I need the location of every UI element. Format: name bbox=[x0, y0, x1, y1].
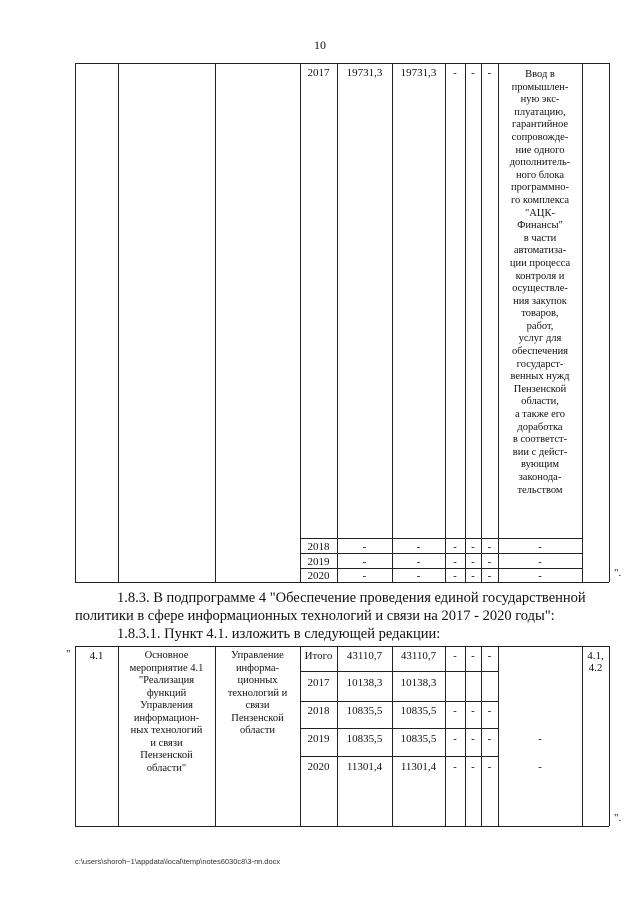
table1-border bbox=[465, 63, 466, 582]
result-cell: - bbox=[538, 556, 542, 568]
description-line: го комплекса bbox=[511, 194, 569, 206]
table1-border bbox=[337, 63, 338, 582]
table1-border bbox=[300, 553, 582, 554]
table1-border bbox=[300, 538, 582, 539]
year-cell: 2019 bbox=[307, 733, 330, 745]
description-line: программно- bbox=[511, 182, 569, 194]
value-cell: - bbox=[416, 570, 421, 582]
dash-cell: - bbox=[487, 556, 492, 568]
executor-line: информа- bbox=[235, 662, 280, 674]
dash-cell: - bbox=[471, 570, 475, 582]
indicator-reference-line: 4.1, bbox=[587, 650, 604, 662]
table1-border bbox=[582, 63, 583, 582]
description-line: осуществле- bbox=[512, 283, 568, 295]
paragraph-subprogram: 1.8.3. В подпрограмме 4 "Обеспечение проведения единой государственной bbox=[117, 590, 586, 606]
description-line: ции процесса bbox=[509, 257, 571, 269]
table1-border bbox=[75, 582, 609, 583]
description-line: ную экс- bbox=[520, 94, 560, 106]
value-cell: - bbox=[416, 556, 421, 568]
activity-name-line: Пензенской bbox=[140, 750, 193, 761]
description-line: вующим bbox=[520, 459, 560, 471]
description-line: в соответст- bbox=[512, 434, 568, 446]
activity-name-line: Основное bbox=[144, 650, 189, 661]
description-line: доработка bbox=[517, 421, 563, 433]
dash-cell: - bbox=[487, 705, 492, 717]
file-path-footer: c:\users\shoroh~1\appdata\local\temp\notes6030c8\3-пп.docx bbox=[75, 857, 281, 866]
description-line: в части bbox=[523, 232, 557, 244]
year-cell: 2018 bbox=[307, 541, 330, 553]
value-cell: 10835,5 bbox=[346, 733, 383, 745]
table1-border bbox=[75, 63, 609, 64]
executor-line: области bbox=[239, 725, 276, 736]
value-cell: 10835,5 bbox=[400, 733, 437, 745]
description-line: обеспечения bbox=[511, 346, 569, 358]
executor-line: ционных bbox=[237, 675, 278, 686]
description-line: венных нужд bbox=[510, 371, 570, 383]
result-cell: - bbox=[538, 733, 542, 745]
table1-border bbox=[300, 63, 301, 582]
dash-cell: - bbox=[471, 650, 475, 662]
description-line: Финансы" bbox=[517, 220, 563, 232]
indicator-reference-line: 4.2 bbox=[588, 662, 603, 674]
executor-line: Пензенской bbox=[231, 712, 284, 724]
dash-cell: - bbox=[471, 705, 475, 717]
dash-cell: - bbox=[453, 570, 457, 582]
table1-border bbox=[75, 63, 76, 582]
dash-cell: - bbox=[471, 761, 475, 773]
description-line: гарантийное bbox=[512, 119, 568, 131]
table1-border bbox=[300, 568, 582, 569]
value-cell: 19731,3 bbox=[400, 67, 437, 79]
dash-cell: - bbox=[453, 556, 457, 568]
result-cell: - bbox=[538, 541, 542, 553]
table2-border bbox=[75, 646, 609, 647]
value-cell: 10835,5 bbox=[400, 705, 437, 717]
table2-border bbox=[300, 701, 498, 702]
value-cell: - bbox=[362, 556, 367, 568]
dash-cell: - bbox=[471, 556, 475, 568]
description-line: промышлен- bbox=[511, 81, 569, 93]
description-line: сопровожде- bbox=[511, 131, 569, 143]
executor-line: связи bbox=[245, 700, 270, 711]
description-line: ного блока bbox=[516, 169, 564, 181]
dash-cell: - bbox=[487, 650, 492, 662]
table1-border bbox=[481, 63, 482, 582]
description-line: Пензенской bbox=[513, 383, 567, 395]
value-cell: - bbox=[416, 541, 421, 553]
indicator-reference bbox=[582, 650, 609, 674]
page-number: 10 bbox=[314, 38, 326, 52]
item-number: 4.1 bbox=[89, 650, 104, 662]
description-line: контроля и bbox=[515, 270, 565, 282]
executor-line: Управление bbox=[231, 650, 284, 661]
table2-border bbox=[300, 671, 498, 672]
activity-name-line: функций bbox=[146, 687, 187, 699]
description-line: дополнитель- bbox=[509, 157, 571, 169]
dash-cell: - bbox=[453, 650, 457, 662]
paragraph-subprogram-cont: политики в сфере информационных технологий и связи на 2017 - 2020 годы": bbox=[75, 608, 555, 624]
description-line: области, bbox=[521, 396, 559, 408]
description-line: государст- bbox=[516, 358, 564, 370]
year-cell: 2020 bbox=[307, 570, 330, 582]
description-line: плуатацию, bbox=[514, 106, 566, 118]
table1-border bbox=[609, 63, 610, 582]
description-line: законода- bbox=[518, 472, 562, 483]
description-line: Ввод в bbox=[525, 69, 555, 80]
description-line: "АЦК- bbox=[525, 207, 555, 219]
activity-name-line: информацион- bbox=[133, 712, 200, 724]
value-cell: 10138,3 bbox=[400, 677, 437, 689]
executor-line: технологий и bbox=[227, 687, 288, 699]
description-line: вии с дейст- bbox=[512, 446, 568, 458]
dash-cell: - bbox=[453, 541, 457, 553]
value-cell: - bbox=[362, 570, 367, 582]
paragraph-item: 1.8.3.1. Пункт 4.1. изложить в следующей редакции: bbox=[117, 626, 441, 642]
activity-name-line: ных технологий bbox=[130, 725, 203, 736]
dash-cell: - bbox=[487, 761, 492, 773]
value-cell: - bbox=[362, 541, 367, 553]
opening-quote: " bbox=[66, 648, 71, 660]
value-cell: 10835,5 bbox=[346, 705, 383, 717]
result-cell: - bbox=[538, 570, 542, 582]
activity-name-line: и связи bbox=[150, 737, 183, 749]
closing-quote: ". bbox=[614, 812, 622, 824]
dash-cell: - bbox=[471, 541, 475, 553]
table2-border bbox=[75, 646, 76, 826]
table1-border bbox=[392, 63, 393, 582]
dash-cell: - bbox=[487, 570, 492, 582]
table2-border bbox=[75, 826, 609, 827]
value-cell: 11301,4 bbox=[346, 761, 383, 773]
year-cell: 2018 bbox=[307, 705, 330, 717]
value-cell: 10138,3 bbox=[346, 677, 383, 689]
activity-name-line: Управления bbox=[140, 700, 193, 711]
dash-cell: - bbox=[453, 733, 457, 745]
value-cell: 11301,4 bbox=[400, 761, 437, 773]
dash-cell: - bbox=[453, 761, 457, 773]
result-cell: - bbox=[538, 761, 542, 773]
year-cell: 2017 bbox=[307, 677, 330, 689]
activity-name bbox=[118, 650, 215, 775]
dash-cell: - bbox=[487, 67, 492, 79]
description-line: автоматиза- bbox=[513, 245, 567, 257]
dash-cell: - bbox=[487, 541, 492, 553]
activity-name-line: области" bbox=[146, 762, 187, 774]
closing-quote: ". bbox=[614, 567, 622, 579]
table2-border bbox=[609, 646, 610, 826]
year-cell: 2017 bbox=[307, 67, 330, 79]
year-cell: 2020 bbox=[307, 761, 330, 773]
year-cell: Итого bbox=[304, 650, 333, 662]
description-line: ния закупок bbox=[513, 295, 567, 307]
dash-cell: - bbox=[471, 733, 475, 745]
executor-name bbox=[215, 650, 300, 738]
year-cell: 2019 bbox=[307, 556, 330, 568]
result-description bbox=[499, 69, 581, 497]
dash-cell: - bbox=[453, 705, 457, 717]
description-line: а также его bbox=[514, 409, 566, 421]
description-line: работ, bbox=[526, 320, 554, 332]
value-cell: 19731,3 bbox=[346, 67, 383, 79]
table2-border bbox=[300, 728, 498, 729]
activity-name-line: мероприятие 4.1 bbox=[129, 662, 204, 674]
dash-cell: - bbox=[471, 67, 475, 79]
activity-name-line: "Реализация bbox=[138, 675, 195, 686]
dash-cell: - bbox=[453, 67, 457, 79]
value-cell: 43110,7 bbox=[400, 650, 437, 662]
description-line: тельством bbox=[517, 484, 563, 496]
dash-cell: - bbox=[487, 733, 492, 745]
table1-border bbox=[445, 63, 446, 582]
table1-border bbox=[215, 63, 216, 582]
description-line: товаров, bbox=[521, 308, 559, 320]
table2-border bbox=[300, 756, 498, 757]
description-line: услуг для bbox=[518, 333, 562, 345]
description-line: ние одного bbox=[515, 144, 565, 156]
table1-border bbox=[118, 63, 119, 582]
value-cell: 43110,7 bbox=[346, 650, 383, 662]
